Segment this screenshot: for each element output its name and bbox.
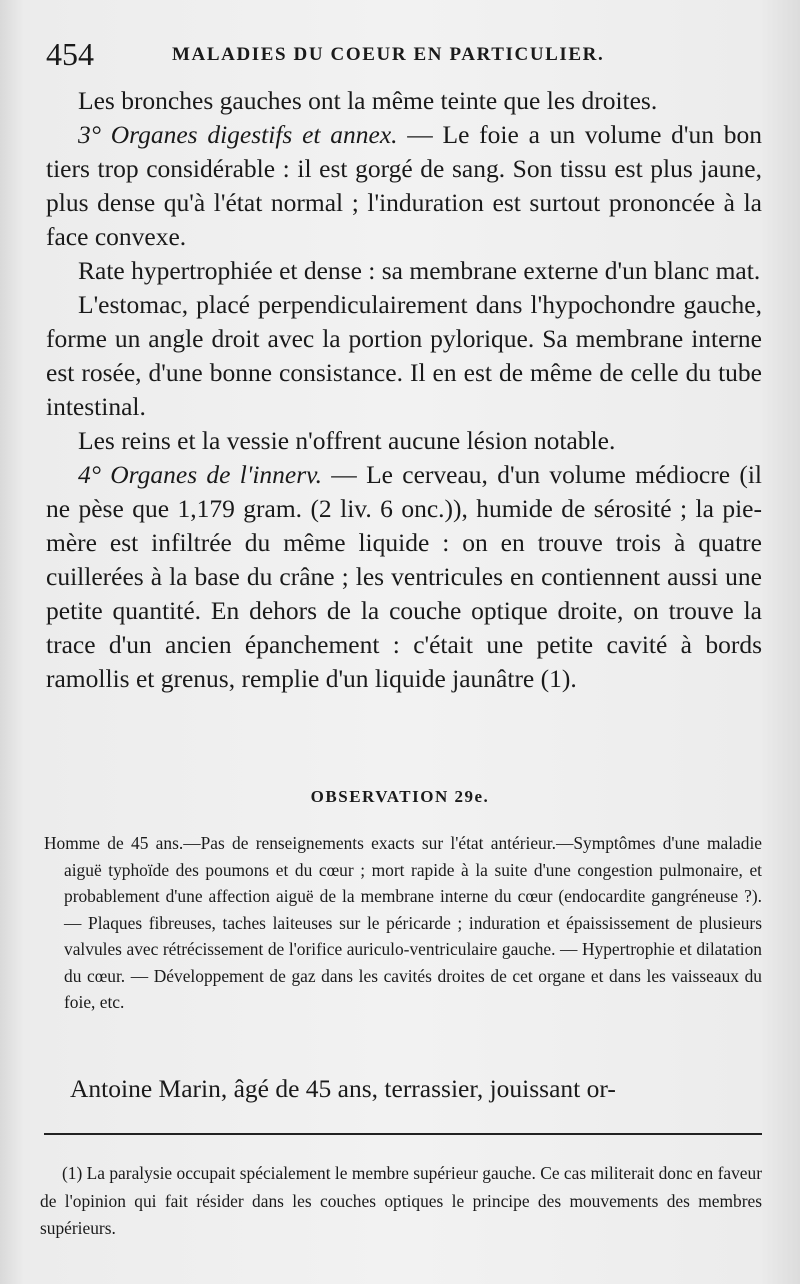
running-title: MALADIES DU COEUR EN PARTICULIER.	[172, 44, 605, 65]
paragraph-estomac: L'estomac, placé perpendiculairement dans l'hypochondre gauche, forme un angle droit avec la portion pylorique. Sa membrane interne est rosée, d'une bonne consistance. Il en est de même de celle du tube intestinal.	[46, 290, 762, 421]
section-label-innervation: 4° Organes de l'innerv.	[78, 460, 322, 489]
paragraph-reins: Les reins et la vessie n'offrent aucune lésion notable.	[78, 426, 616, 455]
footnote-text: (1) La paralysie occupait spécialement le membre supérieur gauche. Ce cas militerait donc en faveur de l'opinion qui fait résider dans les couches optiques le principe des mouvements des membres supérieurs.	[40, 1163, 762, 1238]
body-text	[46, 84, 762, 696]
footnote	[40, 1160, 762, 1243]
paragraph-rate: Rate hypertrophiée et dense : sa membrane externe d'un blanc mat.	[78, 256, 761, 285]
observation-summary	[44, 830, 762, 1016]
page-number: 454	[46, 36, 94, 72]
paragraph-organes-innervation	[46, 458, 762, 696]
section-label-digestifs: 3° Organes digestifs et annex.	[78, 120, 398, 149]
footnote-divider	[44, 1133, 762, 1135]
paragraph-organes-digestifs	[46, 118, 762, 254]
page-header	[46, 34, 766, 74]
observation-title: OBSERVATION 29e.	[310, 787, 490, 806]
paragraph-innervation-text: — Le cerveau, d'un volume médiocre (il ne pèse que 1,179 gram. (2 liv. 6 onc.)), humide de sérosité ; la pie-mère est infiltrée du même liquide : on en trouve trois à quatre cuillerées à la base du crâne ; les ventricules en contiennent aussi une petite quantité. En dehors de la couche optique droite, on trouve la trace d'un ancien épanchement : c'était une petite cavité à bords ramollis et grenus, remplie d'un liquide jaunâtre (1).	[46, 460, 762, 693]
summary-text: Homme de 45 ans.—Pas de renseignements exacts sur l'état antérieur.—Symptômes d'une maladie aiguë typhoïde des poumons et du cœur ; mort rapide à la suite d'une congestion pulmonaire, et probablement d'une affection aiguë de la membrane interne du cœur (endocardite gangréneuse ?). — Plaques fibreuses, taches laiteuses sur le péricarde ; induration et épaississement de plusieurs valvules avec rétrécissement de l'orifice auriculo-ventriculaire gauche. — Hypertrophie et dilatation du cœur. — Développement de gaz dans les cavités droites de cet organe et dans les vaisseaux du foie, etc.	[44, 833, 762, 1012]
paragraph-digestifs-text: — Le foie a un volume d'un bon tiers trop considérable : il est gorgé de sang. Son tissu est plus jaune, plus dense qu'à l'état normal ; l'induration est surtout prononcée à la face convexe.	[46, 120, 762, 251]
observation-opening-line: Antoine Marin, âgé de 45 ans, terrassier, jouissant or-	[70, 1074, 616, 1103]
paragraph-bronches: Les bronches gauches ont la même teinte que les droites.	[78, 86, 658, 115]
